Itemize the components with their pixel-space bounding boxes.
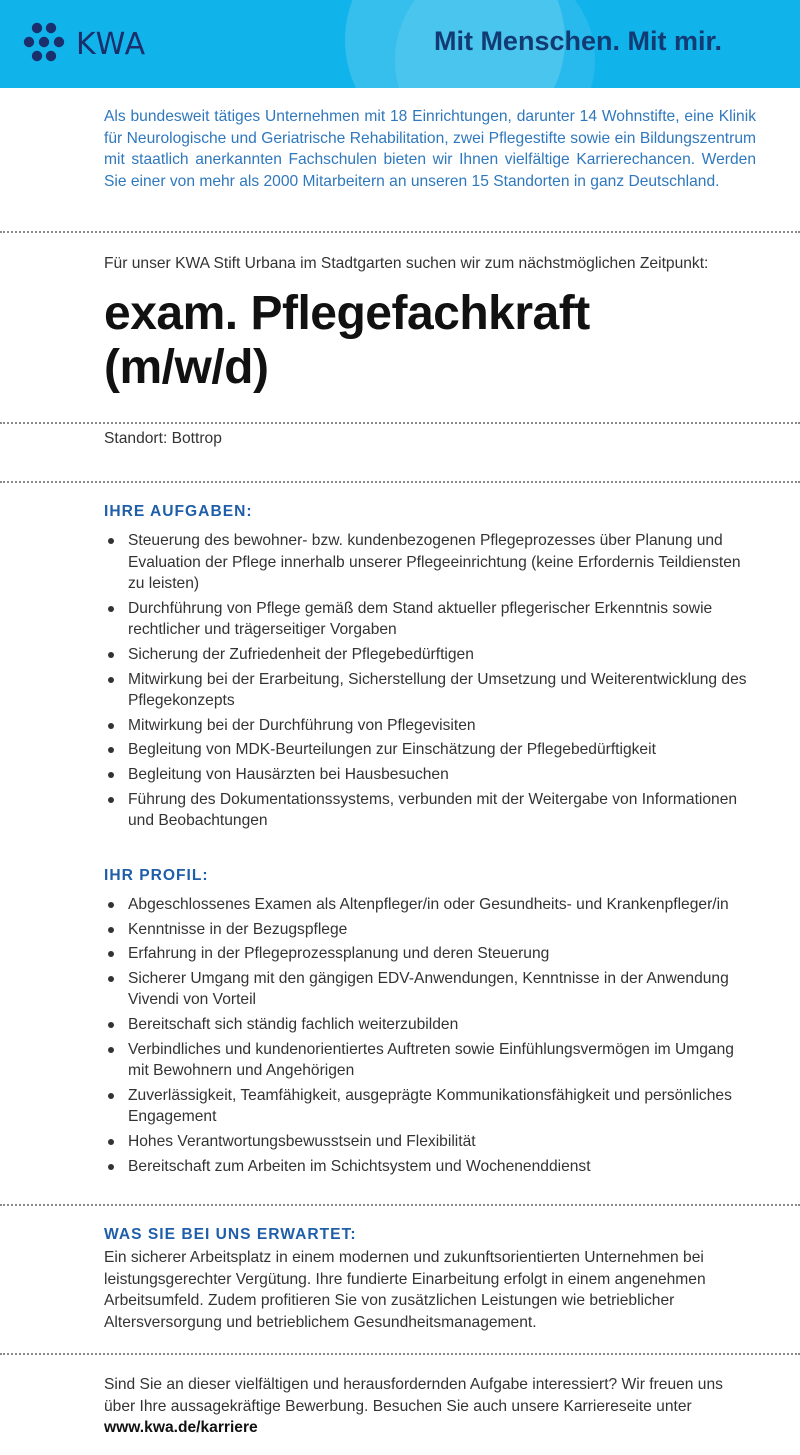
- list-item: Erfahrung in der Pflegeprozessplanung und deren Steuerung: [104, 943, 756, 965]
- closing-text: Sind Sie an dieser vielfältigen und herausfordernden Aufgabe interessiert? Wir freuen uns über Ihre aussagekräftige Bewerbung. Besuchen Sie auch unsere Karriereseite unter: [104, 1376, 723, 1415]
- dots-logo-icon: [22, 22, 68, 66]
- dotted-divider: [0, 231, 800, 233]
- job-title-line: exam. Pflegefachkraft: [104, 287, 590, 340]
- career-link[interactable]: www.kwa.de/karriere: [104, 1419, 258, 1437]
- list-item: Mitwirkung bei der Erarbeitung, Sicherstellung der Umsetzung und Weiterentwicklung des Pflegekonzepts: [104, 669, 756, 712]
- intro-paragraph: Als bundesweit tätiges Unternehmen mit 18 Einrichtungen, darunter 14 Wohnstifte, eine Klinik für Neurologische und Geriatrische Rehabilitation, zwei Pflegestifte sowie ein Bildungszentrum mit staatlich anerkannten Fachschulen bieten wir Ihnen vielfältige Karrierechancen. Werden Sie einer von mehr als 2000 Mitarbeitern an unseren 15 Standorten in ganz Deutschland.: [104, 108, 756, 190]
- list-item: Bereitschaft sich ständig fachlich weiterzubilden: [104, 1014, 756, 1036]
- section-heading: IHRE AUFGABEN:: [104, 503, 253, 520]
- lead-text: Für unser KWA Stift Urbana im Stadtgarten suchen wir zum nächstmöglichen Zeitpunkt:: [104, 255, 709, 272]
- profile-section: [104, 867, 756, 1180]
- list-item: Durchführung von Pflege gemäß dem Stand aktueller pflegerischer Erkenntnis sowie rechtlicher und trägerseitiger Vorgaben: [104, 598, 756, 641]
- list-item: Bereitschaft zum Arbeiten im Schichtsystem und Wochenenddienst: [104, 1156, 756, 1178]
- header-banner: [0, 0, 800, 88]
- section-heading: WAS SIE BEI UNS ERWARTET:: [104, 1226, 357, 1243]
- job-title-line: (m/w/d): [104, 341, 269, 394]
- list-item: Mitwirkung bei der Durchführung von Pflegevisiten: [104, 715, 756, 737]
- list-item: Steuerung des bewohner- bzw. kundenbezogenen Pflegeprozesses über Planung und Evaluation der Pflege innerhalb unserer Pflegeeinrichtung (keine Erfordernis Teildiensten zu leisten): [104, 530, 756, 595]
- list-item: Führung des Dokumentationssystems, verbunden mit der Weitergabe von Informationen und Beobachtungen: [104, 789, 756, 832]
- tasks-list: [104, 530, 756, 832]
- location: Standort: Bottrop: [104, 430, 222, 447]
- kwa-logo[interactable]: [22, 22, 146, 66]
- list-item: Zuverlässigkeit, Teamfähigkeit, ausgeprägte Kommunikationsfähigkeit und persönliches Engagement: [104, 1085, 756, 1128]
- list-item: Kenntnisse in der Bezugspflege: [104, 919, 756, 941]
- list-item: Begleitung von Hausärzten bei Hausbesuchen: [104, 764, 756, 786]
- dotted-divider: [0, 1204, 800, 1206]
- list-item: Begleitung von MDK-Beurteilungen zur Einschätzung der Pflegebedürftigkeit: [104, 739, 756, 761]
- job-title: [104, 287, 756, 395]
- list-item: Sicherer Umgang mit den gängigen EDV-Anwendungen, Kenntnisse in der Anwendung Vivendi von Vorteil: [104, 968, 756, 1011]
- offer-section: [104, 1226, 756, 1333]
- logo-wordmark: KWA: [76, 26, 147, 62]
- list-item: Sicherung der Zufriedenheit der Pflegebedürftigen: [104, 644, 756, 666]
- profile-list: [104, 894, 756, 1177]
- closing-section: [104, 1374, 756, 1439]
- list-item: Hohes Verantwortungsbewusstsein und Flexibilität: [104, 1131, 756, 1153]
- tasks-section: [104, 503, 756, 835]
- list-item: Abgeschlossenes Examen als Altenpfleger/in oder Gesundheits- und Krankenpfleger/in: [104, 894, 756, 916]
- list-item: Verbindliches und kundenorientiertes Auftreten sowie Einfühlungsvermögen im Umgang mit Bewohnern und Angehörigen: [104, 1039, 756, 1082]
- dotted-divider: [0, 1353, 800, 1355]
- offer-text: Ein sicherer Arbeitsplatz in einem modernen und zukunftsorientierten Unternehmen bei leistungsgerechter Vergütung. Ihre fundierte Einarbeitung erfolgt in einem angenehmen Arbeitsumfeld. Zudem profitieren Sie von zusätzlichen Leistungen wie betrieblicher Altersversorgung und betrieblichem Gesundheitsmanagement.: [104, 1249, 706, 1331]
- dotted-divider: [0, 481, 800, 483]
- section-heading: IHR PROFIL:: [104, 867, 209, 884]
- dotted-divider: [0, 422, 800, 424]
- slogan: Mit Menschen. Mit mir.: [433, 26, 722, 56]
